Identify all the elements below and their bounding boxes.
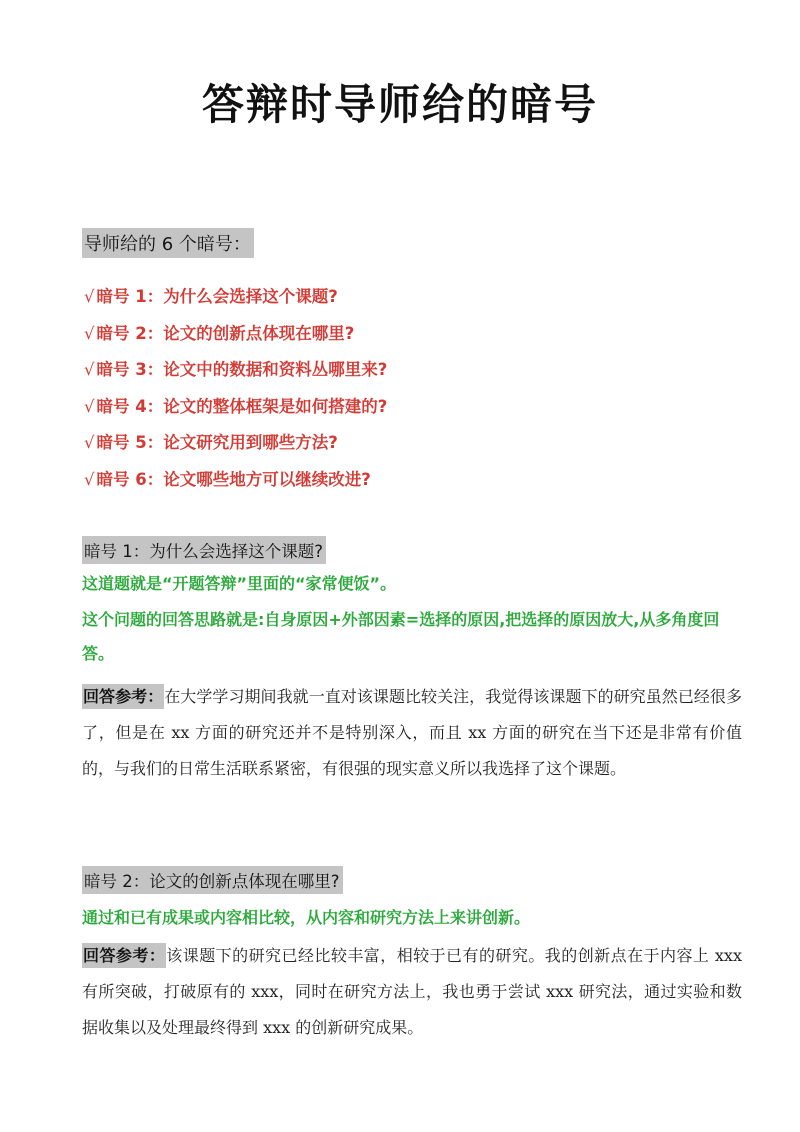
section-1-tip-2: 这个问题的回答思路就是:自身原因+外部因素=选择的原因,把选择的原因放大,从多角度回答。: [82, 610, 720, 663]
document-title: 答辩时导师给的暗号: [201, 80, 598, 129]
check-icon: √: [84, 287, 95, 306]
check-icon: √: [84, 469, 95, 489]
section-2-heading: 暗号 2：论文的创新点体现在哪里?: [82, 866, 343, 894]
answer-label: 回答参考：: [82, 943, 166, 968]
check-icon: √: [84, 396, 95, 416]
section-1-answer: [82, 679, 742, 787]
section-2-tip-1: 通过和已有成果或内容相比较，从内容和研究方法上来讲创新。: [82, 908, 531, 927]
signal-item-2: √ 暗号 2：论文的创新点体现在哪里?: [84, 323, 355, 343]
section-1-tip-1: 这道题就是“开题答辩”里面的“家常便饭”。: [82, 574, 397, 593]
answer-text: 该课题下的研究已经比较丰富，相较于已有的研究。我的创新点在于内容上 xxx 有所突破，打破原有的 xxx，同时在研究方法上，我也勇于尝试 xxx 研究法，通过实验和数据收集以及处理最终得到 xxx 的创新研究成果。: [82, 946, 742, 1037]
section-2-answer: [82, 938, 742, 1046]
signal-list: [84, 279, 387, 498]
signal-item-4: √ 暗号 4：论文的整体框架是如何搭建的?: [84, 396, 388, 416]
answer-label: 回答参考：: [82, 684, 164, 709]
answer-text: 在大学学习期间我就一直对该课题比较关注，我觉得该课题下的研究虽然已经很多了，但是在 xx 方面的研究还并不是特别深入，而且 xx 方面的研究在当下还是非常有价值的，与我们的日常生活联系紧密，有很强的现实意义所以我选择了这个课题。: [82, 687, 742, 778]
overview-heading: [82, 228, 254, 258]
section-1-heading: 暗号 1：为什么会选择这个课题?: [82, 536, 326, 564]
signal-item-6: √ 暗号 6：论文哪些地方可以继续改进?: [84, 469, 371, 489]
signal-item-5: √ 暗号 5：论文研究用到哪些方法?: [84, 433, 338, 452]
check-icon: √: [84, 433, 95, 452]
overview-heading-text: 导师给的 6 个暗号：: [82, 228, 254, 258]
check-icon: √: [84, 323, 95, 343]
check-icon: √: [84, 360, 95, 379]
signal-item-1: √ 暗号 1：为什么会选择这个课题?: [84, 287, 338, 306]
signal-item-3: √ 暗号 3：论文中的数据和资料丛哪里来?: [84, 360, 388, 379]
